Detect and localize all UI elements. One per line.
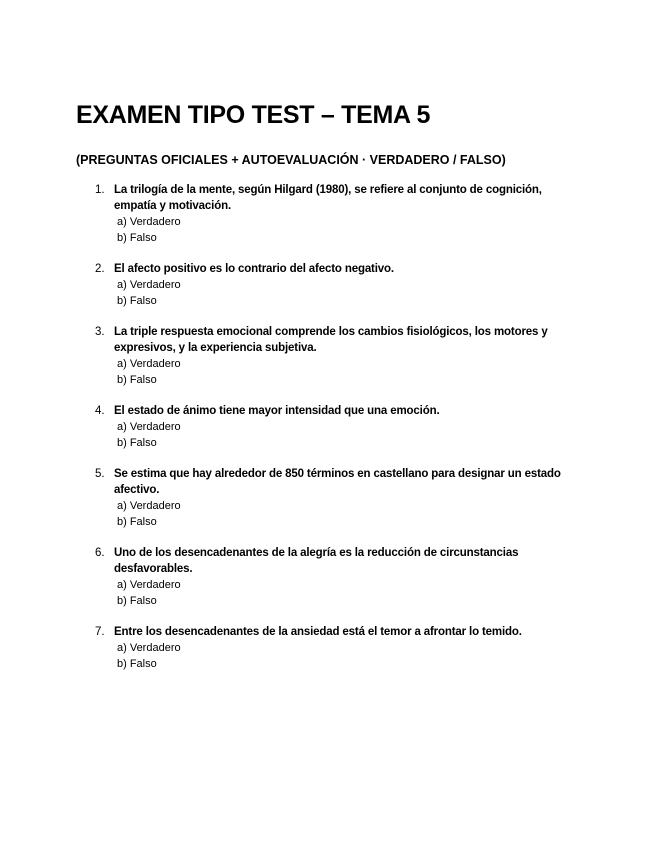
question-text: La trilogía de la mente, según Hilgard (1980), se refiere al conjunto de cognición, empatía y motivación. — [114, 184, 542, 212]
question-item — [92, 624, 582, 672]
option-true: a) Verdadero — [117, 500, 181, 512]
question-text: El afecto positivo es lo contrario del afecto negativo. — [114, 263, 394, 275]
option-list — [114, 214, 582, 246]
option-true: a) Verdadero — [117, 358, 181, 370]
option-list — [114, 419, 582, 451]
question-number: 6. — [95, 547, 105, 559]
question-number: 1. — [95, 184, 105, 196]
option-list — [114, 498, 582, 530]
option-false: b) Falso — [117, 374, 157, 386]
question-text: Entre los desencadenantes de la ansiedad está el temor a afrontar lo temido. — [114, 626, 522, 638]
question-number: 3. — [95, 326, 105, 338]
question-item — [92, 182, 582, 246]
page-subtitle: (PREGUNTAS OFICIALES + AUTOEVALUACIÓN · VERDADERO / FALSO) — [76, 153, 506, 167]
option-false: b) Falso — [117, 516, 157, 528]
option-true: a) Verdadero — [117, 216, 181, 228]
option-true: a) Verdadero — [117, 279, 181, 291]
question-item — [92, 545, 582, 609]
option-false: b) Falso — [117, 232, 157, 244]
option-false: b) Falso — [117, 437, 157, 449]
option-true: a) Verdadero — [117, 421, 181, 433]
question-number: 4. — [95, 405, 105, 417]
option-true: a) Verdadero — [117, 642, 181, 654]
question-number: 7. — [95, 626, 105, 638]
option-list — [114, 577, 582, 609]
question-list — [92, 182, 582, 687]
question-item — [92, 324, 582, 388]
option-list — [114, 640, 582, 672]
question-text: La triple respuesta emocional comprende los cambios fisiológicos, los motores y expresivos, y la experiencia subjetiva. — [114, 326, 548, 354]
question-text: El estado de ánimo tiene mayor intensidad que una emoción. — [114, 405, 440, 417]
option-list — [114, 277, 582, 309]
option-false: b) Falso — [117, 595, 157, 607]
question-number: 5. — [95, 468, 105, 480]
option-false: b) Falso — [117, 295, 157, 307]
question-item — [92, 403, 582, 451]
page-title: EXAMEN TIPO TEST – TEMA 5 — [76, 101, 431, 129]
option-list — [114, 356, 582, 388]
question-item — [92, 261, 582, 309]
question-number: 2. — [95, 263, 105, 275]
question-text: Se estima que hay alrededor de 850 términos en castellano para designar un estado afectivo. — [114, 468, 561, 496]
option-true: a) Verdadero — [117, 579, 181, 591]
question-item — [92, 466, 582, 530]
question-text: Uno de los desencadenantes de la alegría es la reducción de circunstancias desfavorables. — [114, 547, 519, 575]
option-false: b) Falso — [117, 658, 157, 670]
